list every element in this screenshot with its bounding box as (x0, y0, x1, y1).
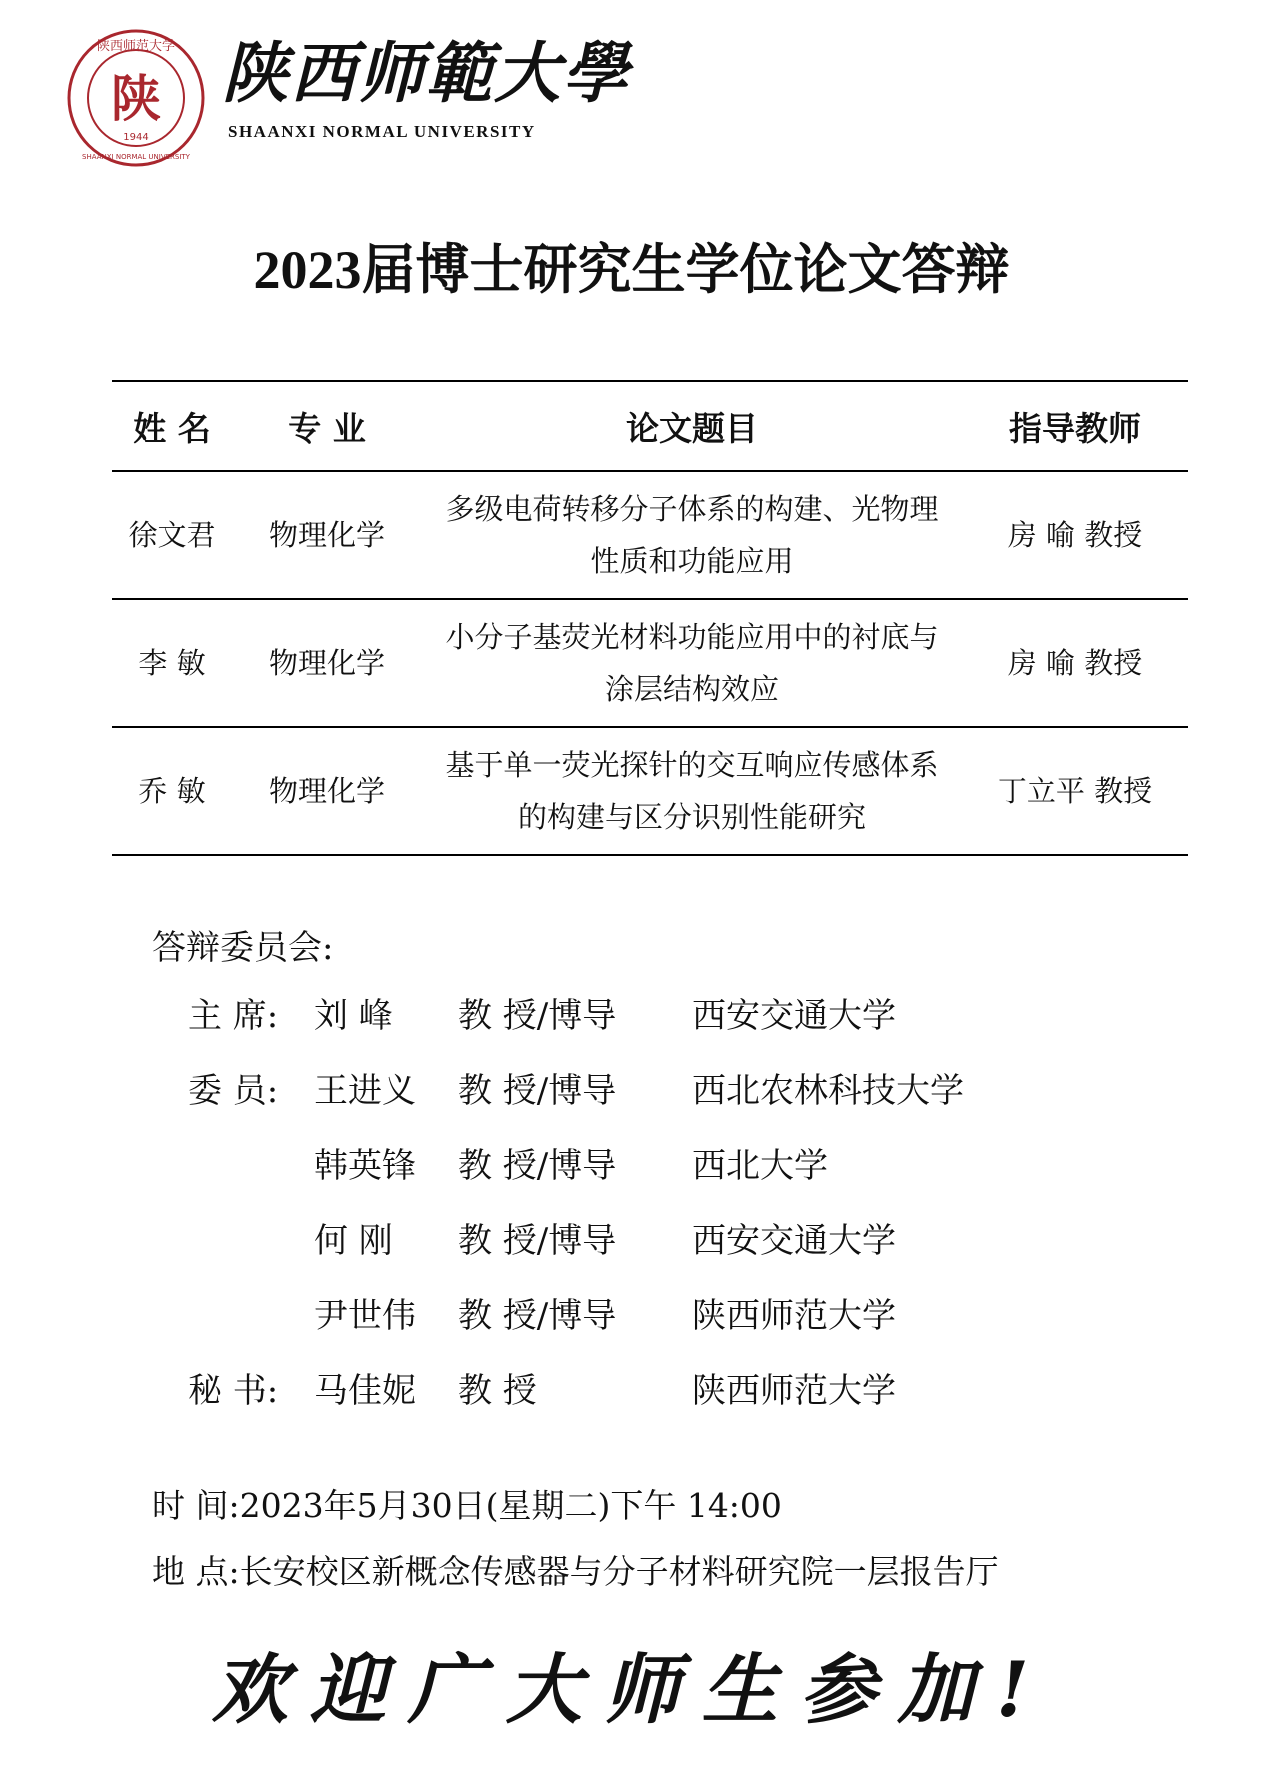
committee-member (0, 988, 1263, 1048)
seal-year: 1944 (123, 132, 149, 143)
place-row (152, 1546, 999, 1593)
committee-member (0, 1063, 1263, 1123)
member-institution: 西北大学 (692, 1146, 828, 1186)
member-title: 教 授/博导 (458, 1221, 617, 1261)
place-label: 地 点: (152, 1552, 240, 1591)
university-seal-logo (66, 28, 206, 168)
member-title: 教 授/博导 (458, 1296, 617, 1336)
thesis-title-line: 小分子基荧光材料功能应用中的衬底与 (445, 620, 939, 654)
committee-member (0, 1138, 1263, 1198)
table-row (112, 599, 1188, 727)
member-name: 何 刚 (314, 1221, 393, 1261)
member-institution: 陕西师范大学 (692, 1371, 896, 1411)
member-title: 教 授/博导 (458, 1146, 617, 1186)
advisor: 房 喻 教授 (962, 599, 1188, 727)
member-role: 主 席: (188, 996, 279, 1036)
student-major: 物理化学 (232, 599, 422, 727)
thesis-title-line: 多级电荷转移分子体系的构建、光物理 (445, 492, 939, 526)
col-header-major: 专 业 (232, 381, 422, 471)
seal-character: 陕 (111, 69, 161, 128)
member-title: 教 授 (458, 1371, 537, 1411)
university-name-en: SHAANXI NORMAL UNIVERSITY (228, 122, 536, 141)
member-institution: 西北农林科技大学 (692, 1071, 964, 1111)
member-name: 马佳妮 (314, 1371, 416, 1411)
member-institution: 西安交通大学 (692, 996, 896, 1036)
student-name: 李 敏 (112, 599, 232, 727)
committee-member (0, 1288, 1263, 1348)
table-row (112, 727, 1188, 855)
committee-heading: 答辩委员会: (152, 928, 334, 968)
thesis-title-line: 性质和功能应用 (590, 544, 794, 578)
time-label: 时 间: (152, 1486, 240, 1525)
thesis-table (112, 380, 1188, 856)
thesis-title (422, 471, 962, 599)
place-value: 长安校区新概念传感器与分子材料研究院一层报告厅 (239, 1552, 999, 1591)
student-name: 乔 敏 (112, 727, 232, 855)
committee-member (0, 1213, 1263, 1273)
member-title: 教 授/博导 (458, 1071, 617, 1111)
member-name: 韩英锋 (314, 1146, 416, 1186)
thesis-title-line: 的构建与区分识别性能研究 (517, 800, 866, 834)
thesis-title-line: 涂层结构效应 (604, 672, 779, 706)
thesis-title-line: 基于单一荧光探针的交互响应传感体系 (445, 748, 939, 782)
student-major: 物理化学 (232, 471, 422, 599)
student-major: 物理化学 (232, 727, 422, 855)
thesis-title (422, 727, 962, 855)
seal-ring-text-en: SHAANXI NORMAL UNIVERSITY (82, 153, 190, 161)
university-name-cn: 陕西师範大學 (222, 34, 630, 112)
committee-member (0, 1363, 1263, 1423)
advisor: 丁立平 教授 (962, 727, 1188, 855)
col-header-advisor: 指导教师 (962, 381, 1188, 471)
table-row (112, 471, 1188, 599)
member-role: 委 员: (188, 1071, 279, 1111)
member-name: 王进义 (314, 1071, 416, 1111)
welcome-message: 欢迎广大师生参加! (211, 1645, 1052, 1734)
col-header-name: 姓 名 (112, 381, 232, 471)
member-name: 尹世伟 (314, 1296, 416, 1336)
member-title: 教 授/博导 (458, 996, 617, 1036)
seal-ring-text: 陕西师范大学 (96, 39, 176, 54)
member-name: 刘 峰 (314, 996, 393, 1036)
time-value: 2023年5月30日(星期二)下午 14:00 (239, 1486, 782, 1525)
thesis-title (422, 599, 962, 727)
table-header-row (112, 381, 1188, 471)
col-header-thesis: 论文题目 (422, 381, 962, 471)
committee-list (0, 988, 1263, 1438)
student-name: 徐文君 (112, 471, 232, 599)
advisor: 房 喻 教授 (962, 471, 1188, 599)
page-title: 2023届博士研究生学位论文答辩 (253, 240, 1010, 300)
member-institution: 西安交通大学 (692, 1221, 896, 1261)
time-row (152, 1480, 782, 1527)
member-role: 秘 书: (188, 1371, 279, 1411)
member-institution: 陕西师范大学 (692, 1296, 896, 1336)
